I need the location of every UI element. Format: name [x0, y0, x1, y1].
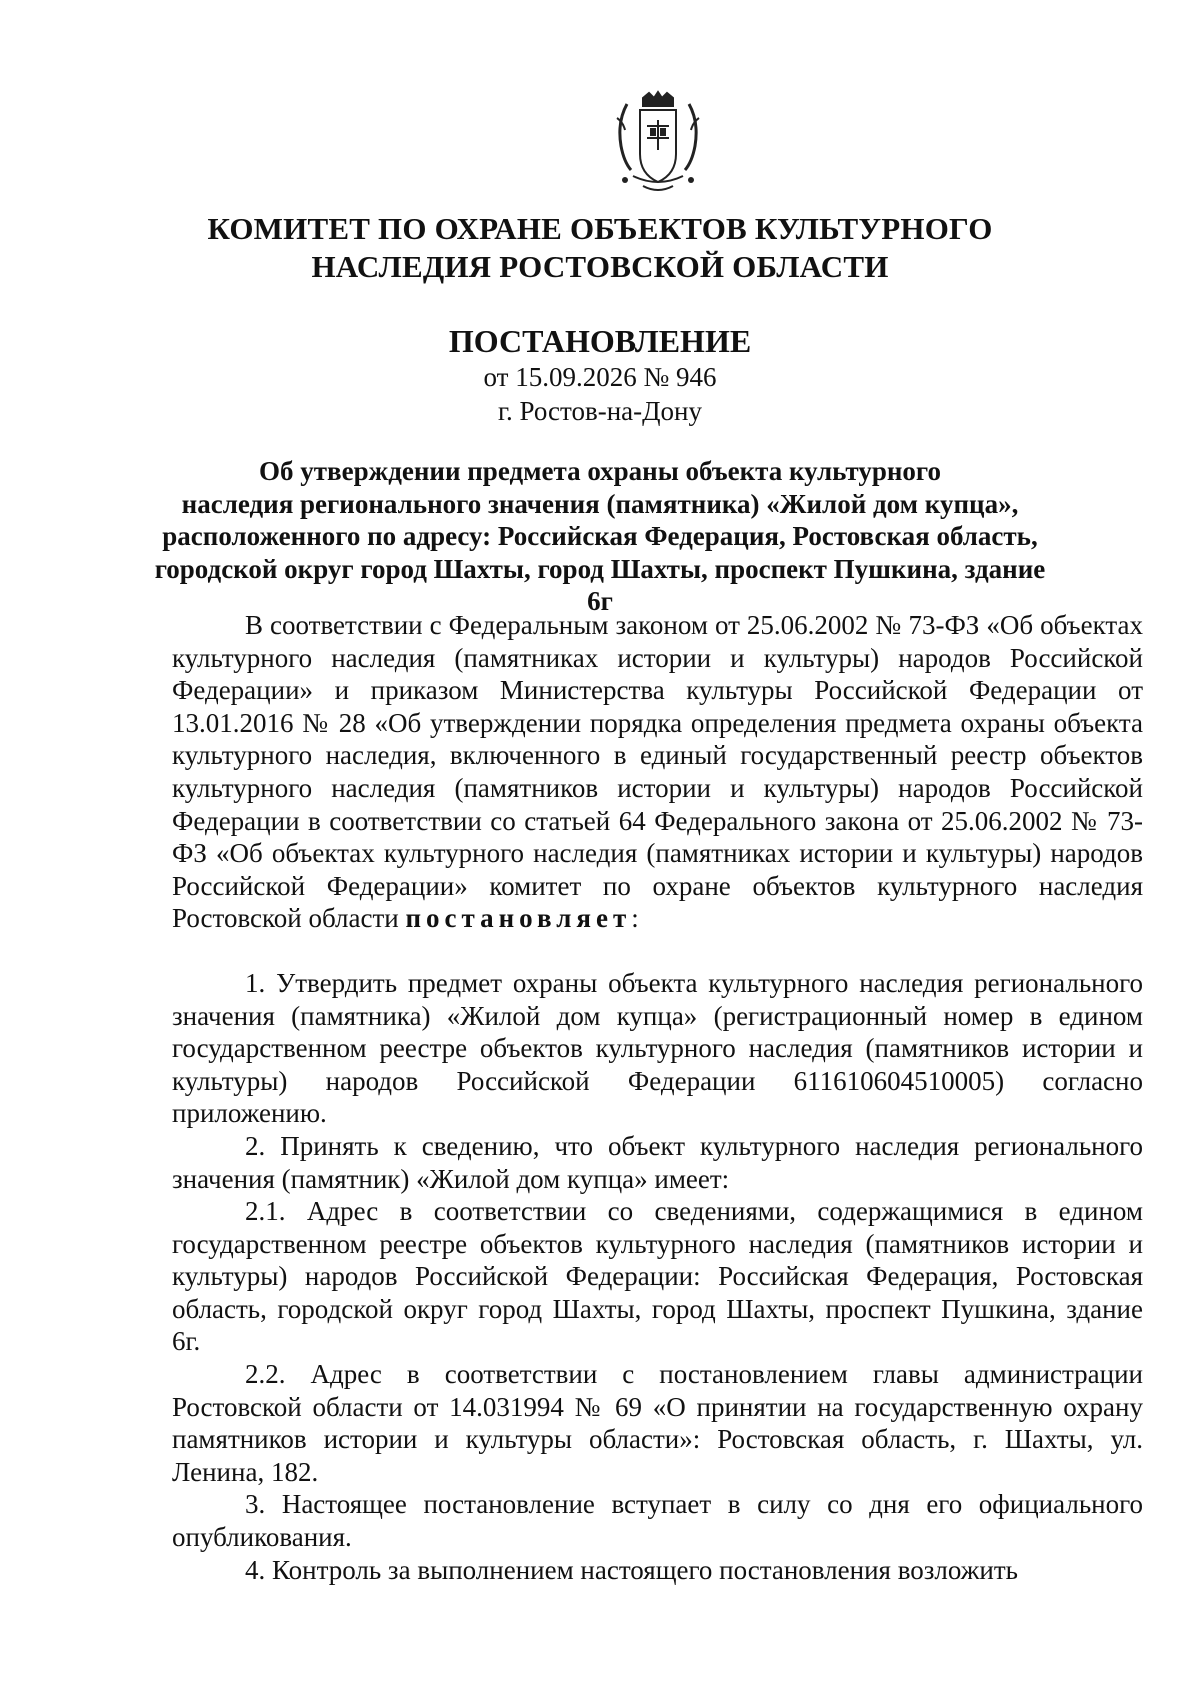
- subject-line-4: городской округ город Шахты, город Шахты, проспект Пушкина, здание 6г: [154, 553, 1046, 616]
- city: г. Ростов-на-Дону: [497, 396, 702, 426]
- subject-line-1: Об утверждении предмета охраны объекта культурного: [259, 456, 941, 486]
- document-meta: [140, 360, 1060, 428]
- date-number: от 15.09.2026 № 946: [483, 362, 717, 392]
- paragraph-item-3: 3. Настоящее постановление вступает в силу со дня его официального опубликования.: [172, 1489, 1143, 1553]
- document-subject: [140, 455, 1060, 618]
- org-line-1: КОМИТЕТ ПО ОХРАНЕ ОБЪЕКТОВ КУЛЬТУРНОГО: [207, 211, 993, 246]
- paragraph-item-1: 1. Утвердить предмет охраны объекта культурного наследия регионального значения (памятника) «Жилой дом купца» (регистрационный номер в едином государственном реестре объектов культурного наследия (памятников истории и культуры) народов Российской Федерации 611610604510005) согласно приложению.: [172, 967, 1143, 1129]
- resolves-colon: :: [631, 903, 639, 934]
- document-body: [172, 609, 1143, 1586]
- org-line-2: НАСЛЕДИЯ РОСТОВСКОЙ ОБЛАСТИ: [311, 249, 889, 284]
- paragraph-item-2-2: 2.2. Адрес в соответствии с постановлением главы администрации Ростовской области от 14.031994 № 69 «О принятии на государственную охрану памятников истории и культуры области»: Ростовская область, г. Шахты, ул. Ленина, 182.: [172, 1359, 1143, 1487]
- preamble-paragraph: [172, 609, 1143, 935]
- paragraph-item-2: 2. Принять к сведению, что объект культурного наследия регионального значения (памятник) «Жилой дом купца» имеет:: [172, 1130, 1143, 1194]
- paragraph-item-4: 4. Контроль за выполнением настоящего постановления возложить: [245, 1554, 1018, 1585]
- document-type: ПОСТАНОВЛЕНИЕ: [448, 323, 752, 359]
- subject-line-3: расположенного по адресу: Российская Федерация, Ростовская область,: [162, 521, 1038, 551]
- paragraph-item-2-1: 2.1. Адрес в соответствии со сведениями, содержащимися в едином государственном реестре объектов культурного наследия (памятников истории и культуры) народов Российской Федерации: Российская Федерация, Ростовская область, городской округ город Шахты, город Шахты, проспект Пушкина, здание 6г.: [172, 1196, 1143, 1357]
- organization-name: [140, 210, 1060, 286]
- preamble-text: В соответствии с Федеральным законом от 25.06.2002 № 73-ФЗ «Об объектах культурного наследия (памятниках истории и культуры) народов Российской Федерации» и приказом Министерства культуры Российской Федерации от 13.01.2016 № 28 «Об утверждении порядка определения предмета охраны объекта культурного наследия, включенного в единый государственный реестр объектов культурного наследия (памятников истории и культуры) народов Российской Федерации в соответствии со статьей 64 Федерального закона от 25.06.2002 № 73-ФЗ «Об объектах культурного наследия (памятниках истории и культуры) народов Российской Федерации» комитет по охране объектов культурного наследия Ростовской области: [172, 610, 1143, 934]
- resolves-word: постановляет: [405, 903, 632, 934]
- coat-of-arms-icon: [603, 90, 713, 200]
- subject-line-2: наследия регионального значения (памятника) «Жилой дом купца»,: [181, 488, 1019, 519]
